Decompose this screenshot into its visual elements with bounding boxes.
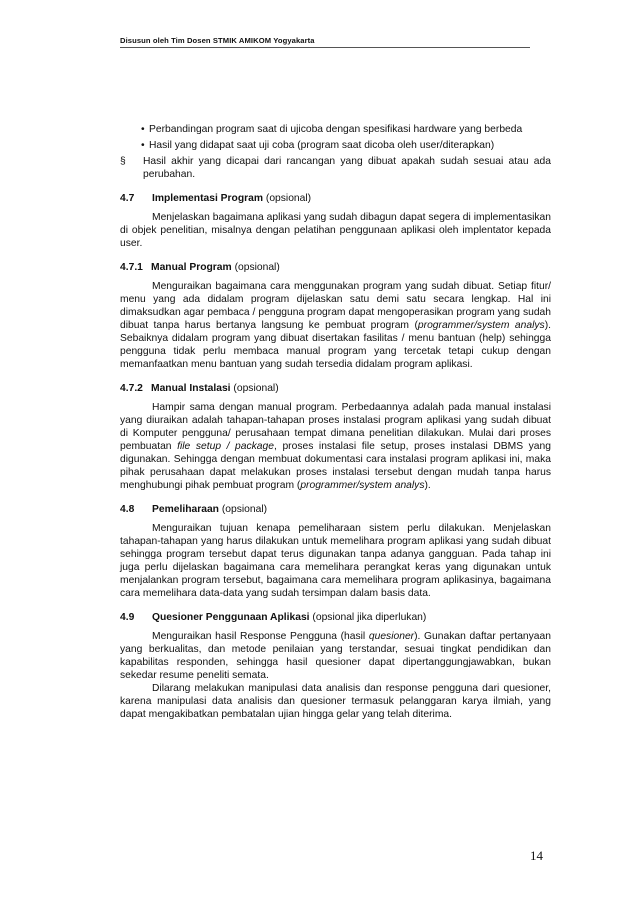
heading-4-9 — [120, 611, 551, 624]
section-item-text: Hasil akhir yang dicapai dari rancangan yang dibuat apakah sudah sesuai atau ada perubahan. — [143, 156, 551, 180]
running-header: Disusun oleh Tim Dosen STMIK AMIKOM Yogyakarta — [120, 36, 530, 48]
section-item — [120, 155, 551, 181]
paragraph-4-8: Menguraikan tujuan kenapa pemeliharaan sistem perlu dilakukan. Menjelaskan tahapan-tahapan yang harus dilakukan untuk memelihara program aplikasi yang sudah dibuat sehingga program tersebut dapat terus digunakan tanpa adanya gangguan. Pada tahap ini juga perlu dijelaskan bagaimana cara memelihara perangkat keras yang digunakan untuk menjalankan program tersebut, bagaimana cara memelihara program aplikasinya, bagaimana cara memelihara data-data yang sudah tersimpan dalam basis data. — [120, 523, 551, 599]
heading-title: Pemeliharaan — [152, 504, 219, 515]
bullet-item — [120, 139, 551, 152]
heading-number: 4.7.1 — [120, 262, 143, 273]
paragraph-4-7-1: Menguraikan bagaimana cara menggunakan program yang sudah dibuat. Setiap fitur/ menu yang ada didalam program dijelaskan satu demi satu secara lengkap. Hal ini dimaksudkan agar pembaca / pengguna program dapat mengoperasikan program yang sudah dibuat tanpa harus bertanya langsung ke pembuat program (programmer/system analys). Sebaiknya didalam program yang dibuat disertakan fasilitas / menu bantuan (help) sehingga pengguna tidak perlu membaca manual program yang tercetak tetapi cukup dengan memanfaatkan menu bantuan yang sudah tersedia didalam program aplikasi. — [120, 281, 551, 370]
bullet-text: Perbandingan program saat di ujicoba dengan spesifikasi hardware yang berbeda — [149, 124, 523, 135]
heading-title: Implementasi Program — [152, 193, 264, 204]
heading-optional: (opsional) — [234, 262, 280, 273]
page-body — [120, 123, 551, 721]
heading-number: 4.7.2 — [120, 383, 143, 394]
heading-optional: (opsional) — [221, 504, 268, 515]
heading-number: 4.7 — [120, 193, 135, 204]
heading-title: Quesioner Penggunaan Aplikasi — [152, 612, 310, 623]
heading-number: 4.8 — [120, 504, 135, 515]
section-mark: § — [120, 156, 126, 167]
paragraph-4-7-2: Hampir sama dengan manual program. Perbedaannya adalah pada manual instalasi yang diuraikan adalah tahapan-tahapan proses instalasi program aplikasi yang sudah dibuat di Komputer pengguna/ perusahaan tempat dimana penelitian dilakukan. Mulai dari proses pembuatan file setup / package, proses instalasi file setup, proses instalasi DBMS yang digunakan. Sehingga dengan membuat dokumentasi cara instalasi program aplikasi ini, maka pihak perusahaan dapat melakukan proses instalasi tersebut dengan mudah tanpa harus menghubungi pihak pembuat program (programmer/system analys). — [120, 402, 551, 491]
paragraph-4-9-b: Dilarang melakukan manipulasi data analisis dan response pengguna dari quesioner, karena manipulasi data analisis dan quesioner termasuk pelanggaran karya ilmiah, yang dapat mengakibatkan pembatalan ujian hingga gelar yang telah diterima. — [120, 683, 551, 720]
page-number: 14 — [530, 848, 543, 863]
bullet-text: Hasil yang didapat saat uji coba (program saat dicoba oleh user/diterapkan) — [149, 140, 495, 151]
heading-4-7-1 — [120, 261, 551, 274]
bullet-mark: • — [141, 140, 145, 151]
bullet-item — [120, 123, 551, 136]
heading-title: Manual Instalasi — [151, 383, 231, 394]
heading-number: 4.9 — [120, 612, 135, 623]
heading-4-8 — [120, 503, 551, 516]
heading-title: Manual Program — [151, 262, 232, 273]
heading-optional: (opsional) — [265, 193, 312, 204]
heading-optional: (opsional jika diperlukan) — [312, 612, 427, 623]
heading-4-7-2 — [120, 382, 551, 395]
heading-optional: (opsional) — [233, 383, 279, 394]
paragraph-4-9-a: Menguraikan hasil Response Pengguna (hasil quesioner). Gunakan daftar pertanyaan yang berkualitas, dan metode penilaian yang terstandar, sesuai tingkat pendidikan dan kapabilitas responden, sehingga hasil quesioner dapat dipertanggungjawabkan, bukan sekedar resume peneliti semata. — [120, 631, 551, 681]
bullet-mark: • — [141, 124, 145, 135]
heading-4-7 — [120, 192, 551, 205]
paragraph-4-7: Menjelaskan bagaimana aplikasi yang sudah dibagun dapat segera di implementasikan di objek penelitian, misalnya dengan pelatihan penggunaan aplikasi oleh implentator kepada user. — [120, 212, 551, 249]
